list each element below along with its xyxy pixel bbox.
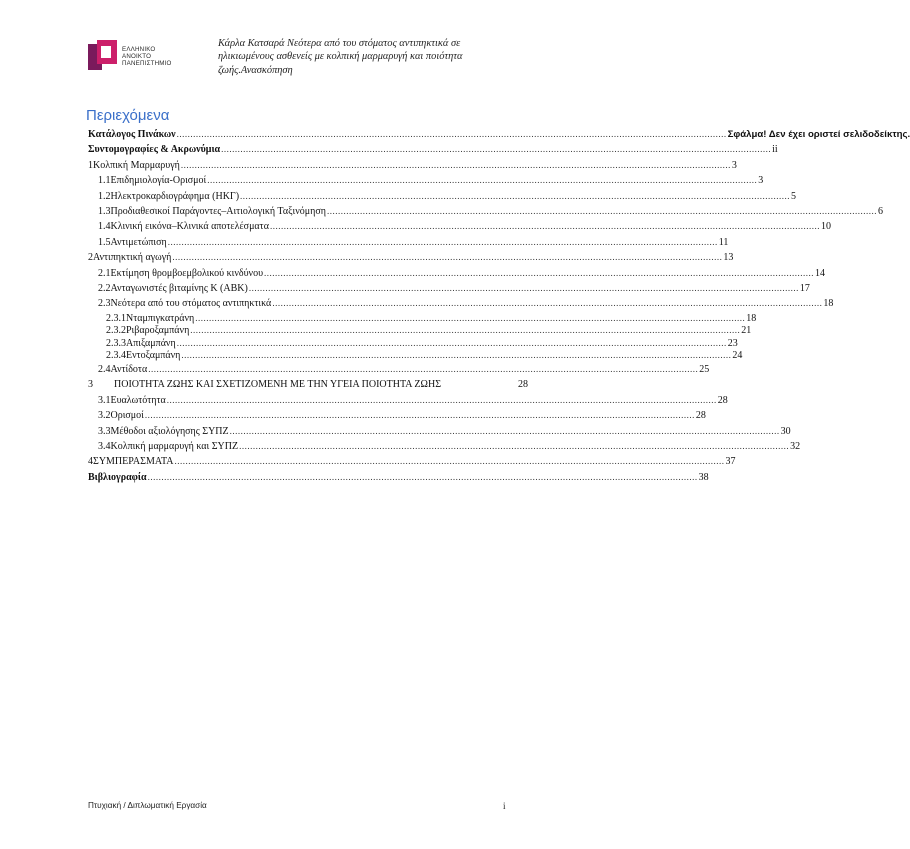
toc-entry[interactable] <box>88 362 710 377</box>
toc-entry[interactable] <box>88 337 738 350</box>
logo-text <box>122 46 172 67</box>
toc-entry-title: Εντοξαμπάνη <box>126 350 181 362</box>
toc-entry-title: Κολπική μαρμαρυγή και ΣΥΠΖ <box>110 441 239 453</box>
toc-leader-dots: ........................................................................................................................................................................................................ <box>172 252 723 263</box>
toc-entry-number: 2.3.4 <box>106 350 126 362</box>
toc-entry-title: Επιδημιολογία-Ορισμοί <box>110 175 207 187</box>
toc-leader-dots: ........................................................................................................................................................................................................ <box>207 175 758 186</box>
toc-entry-title: Προδιαθεσικοί Παράγοντες–Αιτιολογική Ταξινόμηση <box>110 205 326 217</box>
toc-entry-number: 3.3 <box>98 425 111 437</box>
toc-entry[interactable] <box>88 454 736 469</box>
toc-entry-title: Κατάλογος Πινάκων <box>88 129 176 140</box>
toc-entry-title: Ριβαροξαμπάνη <box>126 325 190 337</box>
toc-entry[interactable] <box>88 296 834 311</box>
university-logo-icon <box>88 40 118 72</box>
toc-entry[interactable] <box>88 349 743 362</box>
toc-entry[interactable] <box>88 189 797 204</box>
toc-leader-dots: ........................................................................................................................................................................................................ <box>240 190 791 201</box>
toc-entry-title: Νταμπιγκατράνη <box>126 312 195 324</box>
toc-entry-page: ii <box>772 144 778 156</box>
toc-leader-dots: ........................................................................................................................................................................................................ <box>180 159 731 170</box>
toc-entry-number: 1.4 <box>98 221 111 233</box>
toc-entry[interactable] <box>88 408 706 423</box>
toc-entry-page: 14 <box>815 267 826 279</box>
toc-entry-page: 23 <box>727 337 738 349</box>
toc-entry-number: 3.4 <box>98 441 111 453</box>
toc-leader-dots: ........................................................................................................................................................................................................ <box>229 425 780 436</box>
toc-entry-title: Κλινική εικόνα–Κλινικά αποτελέσματα <box>110 221 269 233</box>
toc-entry-title: Αντιμετώπιση <box>110 236 167 248</box>
toc-entry[interactable] <box>88 424 791 439</box>
toc-entry-page: 30 <box>780 425 791 437</box>
toc-entry-number: 1.3 <box>98 205 111 217</box>
toc-entry-page: 5 <box>791 190 797 202</box>
toc-entry-page: 18 <box>823 298 834 310</box>
toc-leader-dots: ........................................................................................................................................................................................................ <box>181 350 732 361</box>
toc-leader-dots: ........................................................................................................................................................................................................ <box>176 129 727 139</box>
toc-entry-number: 2.1 <box>98 267 111 279</box>
toc-entry[interactable] <box>88 377 528 392</box>
toc-leader-dots: ........................................................................................................................................................................................................ <box>148 364 699 375</box>
toc-entry-number: 2.3 <box>98 298 111 310</box>
toc-entry[interactable] <box>88 266 826 281</box>
toc-entry-number: 2.3.2 <box>106 325 126 337</box>
footer-label: Πτυχιακή / Διπλωματική Εργασία <box>88 801 207 810</box>
toc-entry-number: 1.1 <box>98 175 111 187</box>
toc-entry-number: 4 <box>88 456 93 468</box>
logo-line-1: ΕΛΛΗΝΙΚΟ <box>122 45 156 53</box>
toc-entry-page: 21 <box>741 325 752 337</box>
toc-entry-title: Ηλεκτροκαρδιογράφημα (ΗΚΓ) <box>110 190 240 202</box>
toc-leader-dots: ........................................................................................................................................................................................................ <box>195 312 746 323</box>
toc-entry-title: Νεότερα από του στόματος αντιπηκτικά <box>110 298 272 310</box>
toc-entry[interactable] <box>88 127 910 142</box>
toc-entry-page: 17 <box>799 282 810 294</box>
toc-entry[interactable] <box>88 219 831 234</box>
toc-leader-dots: ........................................................................................................................................................................................................ <box>147 471 698 482</box>
toc-entry-number: 2.2 <box>98 282 111 294</box>
toc-entry-title: Αντιπηκτική αγωγή <box>93 252 172 264</box>
toc-leader-dots: ........................................................................................................................................................................................................ <box>144 410 695 421</box>
toc-leader-dots: ........................................................................................................................................................................................................ <box>264 267 815 278</box>
footer-page-number: i <box>503 801 506 811</box>
university-logo <box>88 40 172 72</box>
toc-leader-dots: ........................................................................................................................................................................................................ <box>272 298 823 309</box>
logo-line-3: ΠΑΝΕΠΙΣΤΗΜΙΟ <box>122 59 172 67</box>
toc-entry-page: 38 <box>698 471 709 483</box>
toc-entry-number: 3.2 <box>98 410 111 422</box>
toc-leader-dots: ........................................................................................................................................................................................................ <box>326 205 877 216</box>
toc-entry-title: Ανταγωνιστές βιταμίνης Κ (ΑΒΚ) <box>110 282 248 294</box>
toc-entry-page: 32 <box>790 441 801 453</box>
toc-entry[interactable] <box>88 235 729 250</box>
toc-entry-number: 2.3.3 <box>106 337 126 349</box>
toc-leader-dots: ........................................................................................................................................................................................................ <box>190 325 741 336</box>
toc-entry-page: 13 <box>723 252 734 264</box>
toc-entry-page: 6 <box>877 205 883 217</box>
toc-entry-number: 2.4 <box>98 364 111 376</box>
toc-entry-page: 28 <box>717 394 728 406</box>
toc-entry-page: 10 <box>820 221 831 233</box>
toc-entry-number: 3 <box>88 379 93 391</box>
toc-entry-page: 11 <box>718 236 729 248</box>
toc-entry[interactable] <box>88 324 752 337</box>
toc-entry[interactable] <box>88 142 778 157</box>
toc-leader-dots: ........................................................................................................................................................................................................ <box>166 394 717 405</box>
toc-entry-title: Βιβλιογραφία <box>88 471 147 483</box>
toc-entry-number: 2 <box>88 252 93 264</box>
toc-entry-title: Απιξαμπάνη <box>126 337 176 349</box>
toc-entry-title: ΠΟΙΟΤΗΤΑ ΖΩΗΣ ΚΑΙ ΣΧΕΤΙΖΟΜΕΝΗ ΜΕ ΤΗΝ ΥΓΕΙΑ ΠΟΙΟΤΗΤΑ ΖΩΗΣ <box>114 379 442 391</box>
toc-entry-title: Αντίδοτα <box>110 364 148 376</box>
toc-entry-page: 3 <box>731 159 737 171</box>
toc-leader-dots: ........................................................................................................................................................................................................ <box>269 221 820 232</box>
toc-heading: Περιεχόμενα <box>86 107 170 124</box>
toc-entry-title: Συντομογραφίες & Ακρωνύμια <box>88 144 221 156</box>
toc-leader-dots: ........................................................................................................................................................................................................ <box>174 456 725 467</box>
toc-entry[interactable] <box>88 470 709 485</box>
toc-entry-number: 1 <box>88 159 93 171</box>
toc-entry[interactable] <box>88 173 764 188</box>
toc-entry[interactable] <box>88 204 883 219</box>
toc-leader-dots: ........................................................................................................................................................................................................ <box>176 337 727 348</box>
toc-entry-number: 1.2 <box>98 190 111 202</box>
toc-entry-number: 3.1 <box>98 394 111 406</box>
toc-entry-page: 28 <box>695 410 706 422</box>
toc-entry[interactable] <box>88 281 810 296</box>
toc-entry-page: 24 <box>732 350 743 362</box>
toc-leader-dots: ........................................................................................................................................................................................................ <box>221 144 772 155</box>
table-of-contents <box>88 127 910 485</box>
toc-entry[interactable] <box>88 158 737 173</box>
toc-entry-page: 18 <box>746 312 757 324</box>
toc-leader-dots: ........................................................................................................................................................................................................ <box>239 441 790 452</box>
toc-entry-number: 2.3.1 <box>106 312 126 324</box>
toc-entry-title: Ορισμοί <box>110 410 144 422</box>
toc-entry-title: Μέθοδοι αξιολόγησης ΣΥΠΖ <box>110 425 229 437</box>
toc-leader-dots: ........................................................................................................................................................................................................ <box>167 236 718 247</box>
toc-entry-title: Ευαλωτότητα <box>110 394 166 406</box>
logo-line-2: ΑΝΟΙΚΤΟ <box>122 52 152 60</box>
toc-entry-title: Εκτίμηση θρομβοεμβολικού κινδύνου <box>110 267 264 279</box>
toc-entry-page: 28 <box>518 379 528 391</box>
toc-entry-title: Κολπική Μαρμαρυγή <box>93 159 180 171</box>
toc-entry[interactable] <box>88 312 757 325</box>
toc-entry[interactable] <box>88 250 734 265</box>
toc-entry[interactable] <box>88 439 801 454</box>
toc-entry-error: Σφάλμα! Δεν έχει οριστεί σελιδοδείκτης. <box>727 129 910 140</box>
document-header-title: Κάρλα Κατσαρά Νεότερα από του στόματος αντιπηκτικά σε ηλικιωμένους ασθενείς με κολπική μαρμαρυγή και ποιότητα ζωής.Ανασκόπηση <box>218 38 463 76</box>
toc-entry-page: 3 <box>758 175 764 187</box>
toc-leader-dots: ........................................................................................................................................................................................................ <box>248 282 799 293</box>
toc-entry-title: ΣΥΜΠΕΡΑΣΜΑΤΑ <box>93 456 174 468</box>
toc-entry-page: 37 <box>725 456 736 468</box>
toc-entry-number: 1.5 <box>98 236 111 248</box>
toc-entry[interactable] <box>88 393 728 408</box>
toc-entry-page: 25 <box>699 364 710 376</box>
